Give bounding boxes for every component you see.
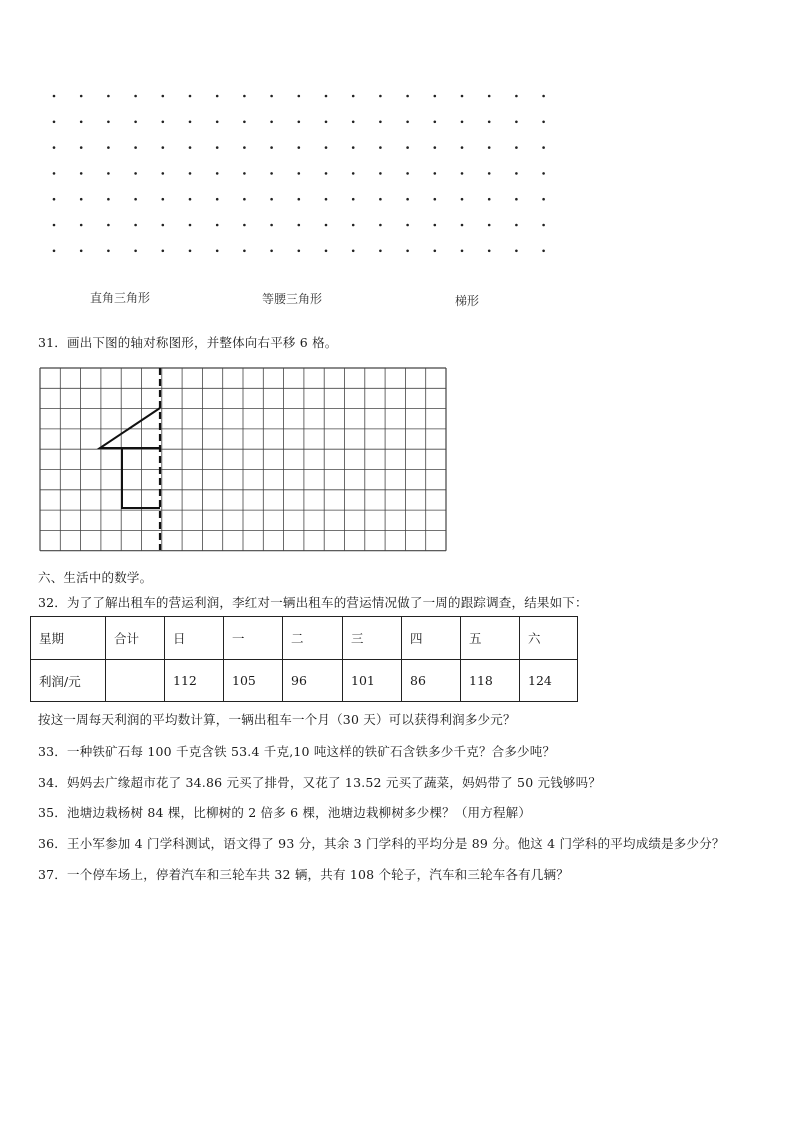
grid-dot xyxy=(80,198,83,201)
grid-dot xyxy=(325,121,328,124)
grid-dot xyxy=(542,121,545,124)
grid-dot xyxy=(243,172,246,175)
grid-dot xyxy=(216,121,219,124)
value-cell: 96 xyxy=(283,660,343,702)
grid-dot xyxy=(325,198,328,201)
grid-dot xyxy=(298,121,301,124)
grid-lines xyxy=(40,368,446,551)
grid-dot xyxy=(352,121,355,124)
grid-dot xyxy=(189,95,192,98)
grid-dot xyxy=(270,224,273,227)
grid-dot xyxy=(162,172,165,175)
grid-dot xyxy=(270,198,273,201)
grid-dot xyxy=(542,95,545,98)
grid-dot xyxy=(542,224,545,227)
grid-dot xyxy=(162,95,165,98)
grid-dot xyxy=(325,95,328,98)
grid-dot xyxy=(53,198,56,201)
grid-dot xyxy=(270,172,273,175)
grid-dot xyxy=(461,172,464,175)
header-cell: 一 xyxy=(224,617,283,660)
grid-dot xyxy=(434,146,437,149)
grid-dot xyxy=(80,95,83,98)
grid-dot xyxy=(352,95,355,98)
grid-dot xyxy=(189,224,192,227)
grid-dot xyxy=(461,121,464,124)
grid-dot xyxy=(352,198,355,201)
grid-dot xyxy=(434,198,437,201)
trapezoid-label: 梯形 xyxy=(455,294,480,308)
grid-dot xyxy=(80,146,83,149)
grid-dot xyxy=(80,172,83,175)
grid-dot xyxy=(298,146,301,149)
grid-dot xyxy=(488,224,491,227)
grid-dot xyxy=(216,198,219,201)
grid-dot xyxy=(406,121,409,124)
question-32: 32．为了了解出租车的营运利润，李红对一辆出租车的营运情况做了一周的跟踪调查，结果如下： xyxy=(38,595,588,610)
grid-dot xyxy=(216,250,219,253)
grid-dot xyxy=(107,172,110,175)
value-cell: 124 xyxy=(520,660,578,702)
header-cell: 合计 xyxy=(106,617,165,660)
grid-dot xyxy=(542,146,545,149)
grid-dot xyxy=(189,250,192,253)
grid-dot xyxy=(134,146,137,149)
grid-dot xyxy=(134,172,137,175)
grid-dot xyxy=(107,121,110,124)
grid-dot xyxy=(325,250,328,253)
grid-dot xyxy=(80,224,83,227)
grid-dot xyxy=(53,172,56,175)
grid-dot xyxy=(53,95,56,98)
grid-dot xyxy=(379,95,382,98)
square-grid[interactable] xyxy=(38,366,450,552)
grid-dot xyxy=(515,146,518,149)
header-cell: 日 xyxy=(165,617,224,660)
row-label-cell: 利润/元 xyxy=(31,660,106,702)
grid-dot xyxy=(542,250,545,253)
dot-grid[interactable] xyxy=(40,88,550,263)
grid-dot xyxy=(461,250,464,253)
grid-dot xyxy=(216,95,219,98)
grid-dot xyxy=(53,121,56,124)
grid-dot xyxy=(461,146,464,149)
value-cell: 101 xyxy=(343,660,402,702)
table-row xyxy=(31,660,578,702)
value-cell: 105 xyxy=(224,660,283,702)
grid-dot xyxy=(243,224,246,227)
header-cell: 星期 xyxy=(31,617,106,660)
grid-dot xyxy=(107,198,110,201)
grid-dot xyxy=(379,224,382,227)
grid-dot xyxy=(379,198,382,201)
grid-dot xyxy=(406,172,409,175)
grid-dot xyxy=(379,121,382,124)
grid-dot xyxy=(80,121,83,124)
grid-dot xyxy=(461,224,464,227)
grid-dot xyxy=(107,224,110,227)
grid-dot xyxy=(162,224,165,227)
grid-dot xyxy=(216,172,219,175)
grid-dot xyxy=(352,224,355,227)
grid-dot xyxy=(134,95,137,98)
grid-dot xyxy=(434,250,437,253)
grid-dot xyxy=(270,250,273,253)
grid-dot xyxy=(515,172,518,175)
question-35: 35．池塘边栽杨树 84 棵，比柳树的 2 倍多 6 棵，池塘边栽柳树多少棵？（用方程解） xyxy=(38,805,532,820)
grid-dot xyxy=(270,146,273,149)
grid-dot xyxy=(298,198,301,201)
grid-dot xyxy=(542,198,545,201)
grid-dot xyxy=(406,250,409,253)
grid-dot xyxy=(270,95,273,98)
grid-dot xyxy=(134,121,137,124)
given-figure-rect xyxy=(122,448,160,508)
right-triangle-label: 直角三角形 xyxy=(90,291,151,305)
grid-dot xyxy=(243,146,246,149)
grid-dot xyxy=(434,121,437,124)
grid-dot xyxy=(134,224,137,227)
grid-dot xyxy=(107,146,110,149)
question-37: 37．一个停车场上，停着汽车和三轮车共 32 辆，共有 108 个轮子，汽车和三轮车各有几辆？ xyxy=(38,867,569,882)
grid-dot xyxy=(515,250,518,253)
value-cell: 118 xyxy=(461,660,520,702)
grid-dot xyxy=(134,198,137,201)
grid-dot xyxy=(298,250,301,253)
grid-dot xyxy=(189,172,192,175)
grid-dot xyxy=(298,224,301,227)
question-33: 33．一种铁矿石每 100 千克含铁 53.4 千克,10 吨这样的铁矿石含铁多少千克？合多少吨？ xyxy=(38,744,556,759)
grid-dot xyxy=(53,146,56,149)
header-cell: 五 xyxy=(461,617,520,660)
grid-dot xyxy=(461,95,464,98)
grid-dot xyxy=(53,224,56,227)
value-cell: 112 xyxy=(165,660,224,702)
grid-dot xyxy=(134,250,137,253)
grid-dot xyxy=(189,121,192,124)
grid-dot xyxy=(216,146,219,149)
grid-dot xyxy=(243,198,246,201)
profit-table xyxy=(30,616,578,702)
question-31: 31．画出下图的轴对称图形，并整体向右平移 6 格。 xyxy=(38,335,338,350)
header-cell: 六 xyxy=(520,617,578,660)
grid-dot xyxy=(406,198,409,201)
grid-dot xyxy=(488,146,491,149)
grid-dot xyxy=(243,250,246,253)
grid-dot xyxy=(325,172,328,175)
grid-dot xyxy=(162,146,165,149)
given-figure xyxy=(100,408,160,448)
grid-dot xyxy=(107,95,110,98)
grid-dot xyxy=(434,172,437,175)
table-header-row xyxy=(31,617,578,660)
grid-dot xyxy=(80,250,83,253)
grid-dot xyxy=(325,146,328,149)
grid-dot xyxy=(189,146,192,149)
grid-dot xyxy=(488,250,491,253)
grid-dot xyxy=(488,121,491,124)
grid-dot xyxy=(243,121,246,124)
grid-dot xyxy=(379,250,382,253)
grid-dot xyxy=(379,146,382,149)
grid-dot xyxy=(298,172,301,175)
grid-dot xyxy=(162,250,165,253)
grid-dot xyxy=(379,172,382,175)
grid-dot xyxy=(434,95,437,98)
value-cell: 86 xyxy=(402,660,461,702)
grid-dot xyxy=(488,172,491,175)
grid-dot xyxy=(406,224,409,227)
isosceles-triangle-label: 等腰三角形 xyxy=(262,292,323,306)
grid-dot xyxy=(325,224,328,227)
grid-dot xyxy=(53,250,56,253)
grid-dot xyxy=(434,224,437,227)
grid-dot xyxy=(461,198,464,201)
grid-dot xyxy=(352,250,355,253)
grid-dot xyxy=(270,121,273,124)
grid-dot xyxy=(488,95,491,98)
grid-dot xyxy=(515,198,518,201)
grid-dot xyxy=(243,95,246,98)
question-36: 36．王小军参加 4 门学科测试，语文得了 93 分，其余 3 门学科的平均分是 89 分。他这 4 门学科的平均成绩是多少分？ xyxy=(38,836,725,851)
section-six-heading: 六、生活中的数学。 xyxy=(38,570,153,585)
header-cell: 四 xyxy=(402,617,461,660)
grid-dot xyxy=(352,146,355,149)
grid-dot xyxy=(352,172,355,175)
question-32-followup: 按这一周每天利润的平均数计算，一辆出租车一个月（30 天）可以获得利润多少元？ xyxy=(38,712,516,727)
header-cell: 二 xyxy=(283,617,343,660)
grid-dot xyxy=(189,198,192,201)
grid-dot xyxy=(406,95,409,98)
grid-dot xyxy=(406,146,409,149)
total-cell[interactable] xyxy=(106,660,165,702)
grid-dot xyxy=(515,121,518,124)
grid-dot xyxy=(542,172,545,175)
grid-dot xyxy=(515,95,518,98)
question-34: 34．妈妈去广缘超市花了 34.86 元买了排骨，又花了 13.52 元买了蔬菜，妈妈带了 50 元钱够吗？ xyxy=(38,775,602,790)
grid-dot xyxy=(107,250,110,253)
grid-dot xyxy=(298,95,301,98)
grid-dot xyxy=(216,224,219,227)
grid-dot xyxy=(162,121,165,124)
grid-dot xyxy=(488,198,491,201)
grid-dot xyxy=(515,224,518,227)
header-cell: 三 xyxy=(343,617,402,660)
grid-dot xyxy=(162,198,165,201)
